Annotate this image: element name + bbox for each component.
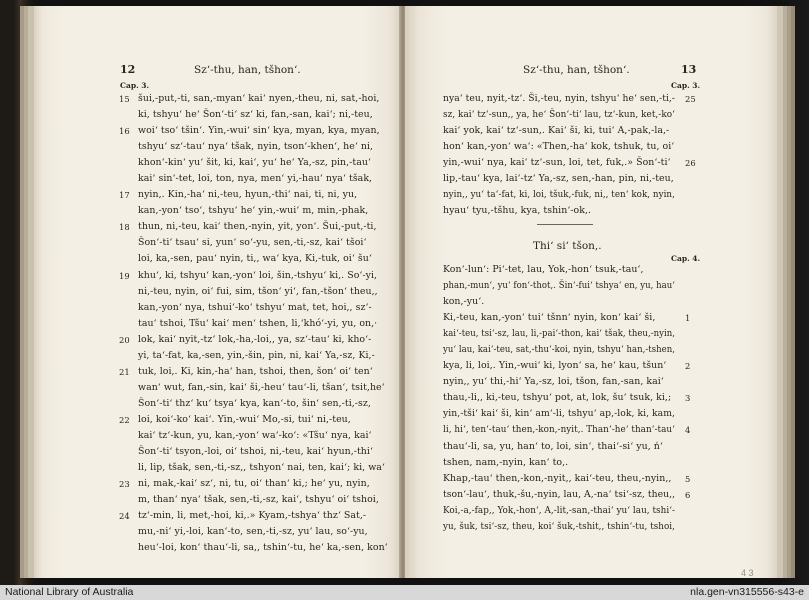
text-line bbox=[443, 187, 692, 203]
line-text: khon‘-kin‘ yu‘ šit, ki, kai‘, yu‘ he‘ Ya,-sz, pin,-tau‘ bbox=[138, 157, 371, 169]
line-text: woi‘ tso‘ tšin‘. Yin,-wui‘ sin‘ kya, myan, kya, myan, bbox=[138, 125, 380, 137]
line-text: yu‘ lau, kai‘-teu, sat,-thu‘-koi, nyin, tshyu‘ han,-tshen, bbox=[443, 344, 675, 356]
line-text: yin,-tši‘ kai‘ ši, kin‘ am‘-li, tshyu‘ ap,-lok, ki, kam, bbox=[443, 408, 676, 420]
text-line bbox=[443, 471, 699, 487]
line-text: tz‘-min, li, met,-hoi, ki,.» Kyam,-tshya‘ thz‘ Sat,- bbox=[138, 510, 367, 522]
line-text: Šon‘-ti‘ tsyon,-loi, oi‘ tshoi, ni,-teu, kai‘ hyun,-thi‘ bbox=[138, 446, 373, 458]
text-line bbox=[443, 342, 699, 358]
line-text: kai‘ sin‘-tet, loi, ton, nya, men‘ yi,-hau‘ nya‘ tšak, bbox=[138, 173, 373, 185]
text-line bbox=[119, 219, 388, 235]
line-text: tson‘-lau‘, thuk,-šu,-nyin, lau, A,-na‘ tsi‘-sz, theu,, bbox=[443, 488, 676, 500]
verse-number: 5 bbox=[685, 473, 691, 484]
verse-number: 22 bbox=[119, 414, 130, 425]
pencil-mark: 4 3 bbox=[741, 568, 754, 578]
page-number: 13 bbox=[681, 63, 697, 76]
text-line bbox=[443, 155, 696, 171]
text-line bbox=[443, 91, 696, 107]
line-text: yin,-wui‘ nya, kai‘ tz‘-sun, loi, tet, fuk,.» Šon‘-ti‘ bbox=[443, 157, 671, 169]
line-text: Šon‘-ti‘ tsau‘ si, yun‘ so‘-yu, sen,-ti,-sz, kai‘ tšoi‘ bbox=[138, 237, 367, 249]
line-text: m, than‘ nya‘ tšak, sen,-ti,-sz, kai‘, tshyu‘ oi‘ tshoi, bbox=[138, 494, 379, 506]
line-text: tshen, nam,-nyin, kan‘ to,. bbox=[443, 456, 569, 468]
section-title: Thi‘ si‘ tšon,. bbox=[533, 240, 602, 252]
line-text: thau‘-li, sa, yu, han‘ to, loi, sin‘, thai‘-si‘ yu, ń‘ bbox=[443, 440, 663, 452]
text-line bbox=[138, 428, 388, 444]
text-line bbox=[138, 492, 388, 508]
line-text: kai‘ tz‘-kun, yu, kan,-yon‘ wa‘-ko‘: «Tšu‘ nya, kai‘ bbox=[138, 429, 372, 441]
line-text: loi, koi‘-ko‘ kai‘. Yin,-wui‘ Mo,-si, tui‘ ni,-teu, bbox=[138, 413, 351, 425]
line-text: sz, kai‘ tz‘-sun,, ya, he‘ Šon‘-ti‘ lau, tz‘-kun, ket,-ko‘ bbox=[443, 109, 675, 121]
text-line bbox=[138, 251, 388, 267]
line-text: nyin,, yu‘ ta‘-fat, ki, loi, tšuk,-fuk, ni,, ten‘ kok, nyin, bbox=[443, 189, 675, 201]
chapter-label: Cap. 3. bbox=[671, 81, 701, 90]
line-text: li, lip, tšak, sen,-ti,-sz,, tshyon‘ nai, ten, kai‘; ki, wa‘ bbox=[138, 462, 385, 474]
left-page bbox=[34, 6, 402, 578]
text-line bbox=[443, 123, 692, 139]
verse-number: 15 bbox=[119, 94, 130, 104]
verse-number: 2 bbox=[685, 361, 691, 372]
text-line bbox=[119, 123, 388, 139]
text-line bbox=[443, 439, 699, 455]
text-line bbox=[119, 364, 388, 380]
right-page bbox=[405, 6, 777, 578]
text-line bbox=[443, 519, 699, 535]
text-line bbox=[119, 91, 388, 107]
text-line bbox=[119, 508, 388, 524]
text-line bbox=[443, 487, 699, 503]
text-line bbox=[138, 444, 388, 460]
text-line bbox=[138, 155, 388, 171]
verse-number: 20 bbox=[119, 334, 130, 345]
line-text: wan‘ wut, fan,-sin, kai‘ ši,-heu‘ tau‘-li, tšan‘, tsit,he‘ bbox=[138, 381, 385, 393]
text-line bbox=[138, 540, 388, 556]
line-text: Kon‘-lun‘: Pi‘-tet, lau, Yok,-hon‘ tsuk,-tau‘, bbox=[443, 264, 644, 275]
text-line bbox=[138, 348, 388, 364]
chapter-label: Cap. 3. bbox=[120, 81, 150, 90]
line-text: kan,-yon‘ nya, tshui‘-ko‘ tshyu‘ mat, tet, hoi,, sz‘- bbox=[138, 301, 372, 313]
text-line bbox=[119, 476, 388, 492]
line-text: ni, mak,-kai‘ sz‘, ni, tu, oi‘ than‘ ki,; he‘ yu, nyin, bbox=[138, 478, 370, 490]
line-text: mu,-ni‘ yi,-loi, kan‘-to, sen,-ti,-sz, yu‘ lau, so‘-yu, bbox=[138, 526, 368, 538]
text-line bbox=[138, 460, 388, 476]
text-line bbox=[443, 422, 699, 438]
line-text: khu‘, ki, tshyu‘ kan,-yon‘ loi, šin,-tshyu‘ ki,. So‘-yi, bbox=[138, 269, 378, 281]
verse-number: 23 bbox=[119, 479, 130, 490]
line-text: nya‘ teu, nyit,-tz‘. Ši,-teu, nyin, tshyu‘ he‘ sen,-ti,- bbox=[443, 93, 676, 104]
line-text: kai‘-teu, tsi‘-sz, lau, li,-pai‘-thon, kai‘ tšak, theu,-nyin, bbox=[443, 328, 675, 340]
verse-number: 16 bbox=[119, 126, 130, 137]
text-line bbox=[443, 326, 699, 342]
verse-number: 3 bbox=[685, 393, 691, 404]
text-line bbox=[443, 294, 699, 310]
verse-number: 19 bbox=[119, 270, 130, 281]
footer-bar bbox=[0, 585, 809, 600]
verse-number: 25 bbox=[685, 94, 696, 104]
verse-number: 21 bbox=[119, 366, 130, 377]
line-text: lok, kai‘ nyit,-tz‘ lok,-ha,-loi,, ya, sz‘-tau‘ ki, kho‘- bbox=[138, 333, 372, 345]
line-text: šui,-put,-ti, san,-myan‘ kai‘ nyen,-theu, ni, sat,-hoi, bbox=[138, 93, 380, 104]
verse-number: 4 bbox=[685, 425, 691, 436]
line-text: kan,-yon‘ tso‘, tshyu‘ he‘ yin,-wui‘ m, min,-phak, bbox=[138, 205, 369, 217]
footer-source: National Library of Australia bbox=[5, 586, 134, 598]
line-text: kya, li, loi,. Yin,-wui‘ ki, lyon‘ sa, he‘ kau, tšun‘ bbox=[443, 360, 667, 372]
text-line bbox=[119, 268, 388, 284]
line-text: tau‘ tshoi, Tšu‘ kai‘ men‘ tshen, li,‘khó‘-yi, yu, on,· bbox=[138, 317, 378, 329]
text-line bbox=[443, 310, 699, 326]
text-line bbox=[443, 171, 692, 187]
line-text: phan,-mun‘, yu‘ fon‘-thot,. Šin‘-fui‘ tshya‘ en, yu, hau‘ bbox=[443, 280, 675, 292]
text-line bbox=[443, 203, 692, 219]
verse-number: 24 bbox=[119, 511, 130, 522]
line-text: yu, šuk, tsi‘-sz, theu, koi‘ šuk,-tshit,, tshin‘-tu, tshoi, bbox=[443, 520, 675, 532]
text-line bbox=[443, 503, 699, 519]
line-text: Khap,-tau‘ then,-kon,-nyit,, kai‘-teu, theu,-nyin,, bbox=[443, 472, 672, 484]
text-line bbox=[443, 406, 699, 422]
text-line bbox=[443, 107, 692, 123]
line-text: ni,-teu, nyin, oi‘ fui, sim, tšon‘ yi‘, fan,-tšon‘ theu,, bbox=[138, 285, 378, 297]
line-text: tuk, loi,. Ki, kin,-ha‘ han, tshoi, then, šon‘ oi‘ ten‘ bbox=[138, 365, 373, 377]
chapter-label: Cap. 4. bbox=[671, 254, 701, 263]
text-line bbox=[138, 107, 388, 123]
text-line bbox=[443, 455, 699, 471]
text-line bbox=[138, 139, 388, 155]
text-line bbox=[138, 171, 388, 187]
text-line bbox=[119, 412, 388, 428]
section-divider bbox=[537, 224, 593, 225]
text-line bbox=[443, 358, 699, 374]
verse-number: 6 bbox=[685, 489, 691, 500]
line-text: hyau‘ tyu,-tšhu, kya, tshin‘-ok,. bbox=[443, 205, 592, 217]
line-text: loi, ka,-sen, pau‘ nyin, ti,, wa‘ kya, Ki,-tuk, oi‘ šu‘ bbox=[138, 253, 372, 265]
running-head: Sz‘-thu, han, tšhon‘. bbox=[523, 64, 630, 76]
right-text-block-top bbox=[443, 91, 696, 219]
text-line bbox=[138, 300, 388, 316]
line-text: thun, ni,-teu, kai‘ then,-nyin, yit, yon‘. Šui,-put,-ti, bbox=[138, 221, 377, 233]
text-line bbox=[138, 316, 388, 332]
line-text: kon,-yu‘. bbox=[443, 296, 485, 308]
verse-number: 26 bbox=[685, 158, 696, 169]
line-text: kai‘ yok, kai‘ tz‘-sun,. Kai‘ ši, ki, tui‘ A,-pak,-la,- bbox=[443, 125, 670, 137]
running-head: Sz‘-thu, han, tšhon‘. bbox=[194, 64, 301, 76]
line-text: li, hi‘, ten‘-tau‘ then,-kon,-nyit,. Than‘-he‘ than‘-tau‘ bbox=[443, 424, 675, 436]
line-text: tshyu‘ sz‘-tau‘ nya‘ tšak, nyin, tson‘-khen‘, he‘ ni, bbox=[138, 141, 374, 153]
text-line bbox=[138, 524, 388, 540]
text-line bbox=[138, 284, 388, 300]
line-text: thau,-li,, ki,-teu, tshyu‘ pot, at, lok, šu‘ tsuk, ki,; bbox=[443, 392, 672, 404]
verse-number: 18 bbox=[119, 222, 130, 233]
verse-number: 1 bbox=[685, 313, 691, 324]
line-text: hon‘ kan,-yon‘ wa‘: «Then,-ha‘ kok, tshuk, tu, oi‘ bbox=[443, 141, 675, 153]
line-text: nyin,, yu‘ thi,-hi‘ Ya,-sz, loi, tšon, fan,-san, kai‘ bbox=[443, 376, 664, 388]
left-text-block bbox=[119, 91, 388, 556]
text-line bbox=[119, 332, 388, 348]
text-line bbox=[138, 380, 388, 396]
text-line bbox=[443, 278, 699, 294]
text-line bbox=[443, 262, 699, 278]
text-line bbox=[443, 139, 692, 155]
line-text: ki, tshyu‘ he‘ Šon‘-ti‘ sz‘ ki, fan,-san, kai‘; ni,-teu, bbox=[138, 109, 373, 121]
line-text: Šon‘-ti‘ thz‘ ku‘ tsya‘ kya, kan‘-to, šin‘ sen,-ti,-sz, bbox=[138, 397, 371, 409]
text-line bbox=[138, 203, 388, 219]
line-text: heu‘-loi, kon‘ thau‘-li, sa,, tshin‘-tu, he‘ ka,-sen, kon‘ bbox=[138, 542, 388, 554]
line-text: lip,-tau‘ kya, lai‘-tz‘ Ya,-sz, sen,-han, pin, ni,-teu, bbox=[443, 173, 674, 185]
text-line bbox=[443, 374, 699, 390]
text-line bbox=[138, 235, 388, 251]
text-line bbox=[138, 396, 388, 412]
line-text: yi, ta‘-fat, ka,-sen, yin,-šin, pin, ni, kai‘ Ya,-sz, Ki,- bbox=[138, 349, 375, 361]
page-number: 12 bbox=[120, 63, 136, 76]
footer-identifier: nla.gen-vn315556-s43-e bbox=[690, 586, 804, 598]
text-line bbox=[443, 390, 699, 406]
line-text: Koi,-a,-fap,, Yok,-hon‘, A,-lit,-san,-thai‘ yu‘ lau, tshi‘- bbox=[443, 504, 676, 516]
line-text: Ki,-teu, kan,-yon‘ tui‘ tšnn‘ nyin, kon‘ kai‘ ši, bbox=[443, 312, 656, 324]
line-text: nyin,. Kin,-ha‘ ni,-teu, hyun,-thi‘ nai, ti, ni, yu, bbox=[138, 189, 358, 201]
right-text-block-bottom bbox=[443, 262, 699, 535]
text-line bbox=[119, 187, 388, 203]
verse-number: 17 bbox=[119, 190, 130, 201]
